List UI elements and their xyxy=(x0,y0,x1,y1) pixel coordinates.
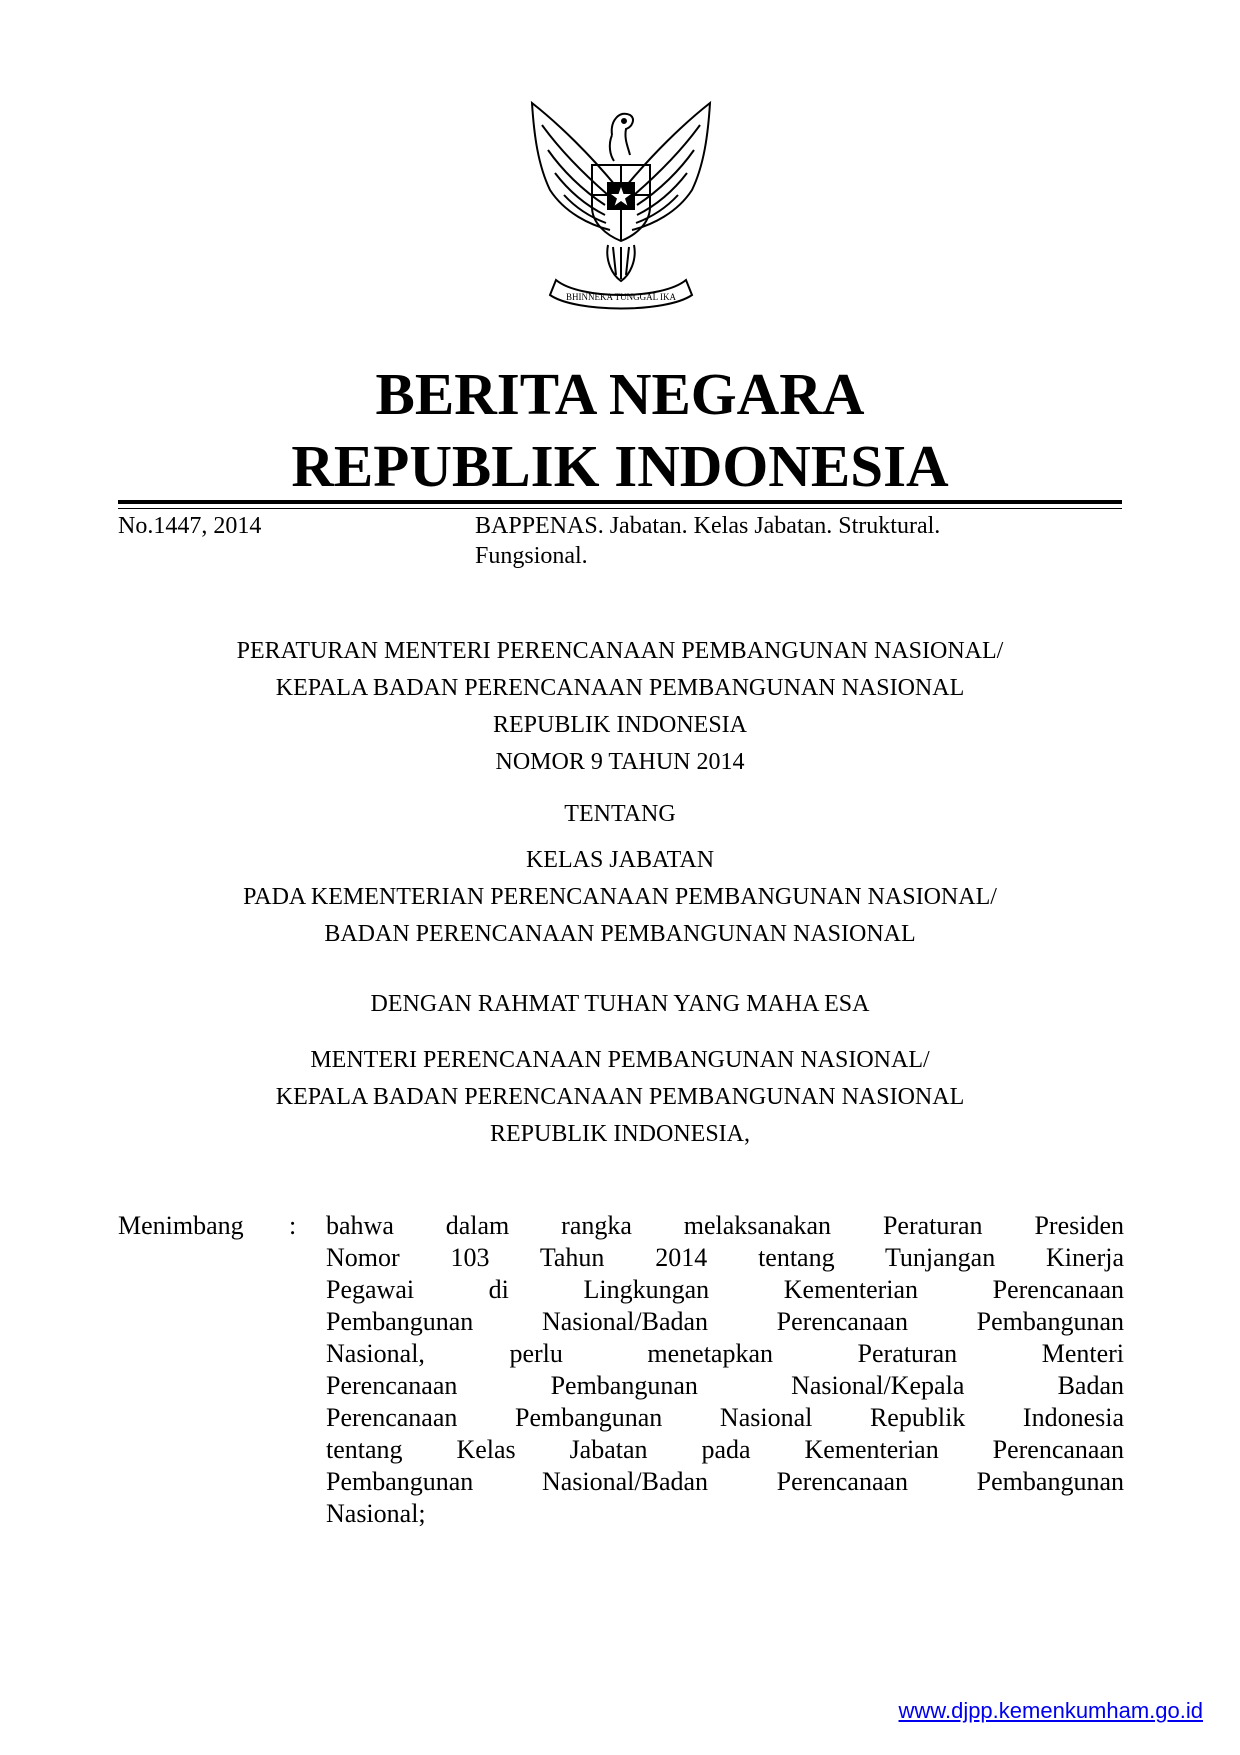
considering-line: Pembangunan Nasional/Badan Perencanaan Pembangunan xyxy=(326,1467,1124,1496)
considering-line: Pembangunan Nasional/Badan Perencanaan Pembangunan xyxy=(326,1307,1124,1336)
gazette-subject xyxy=(475,511,1125,571)
considering-line: Pegawai di Lingkungan Kementerian Perencanaan xyxy=(326,1275,1124,1304)
regulation-subject-line: BADAN PERENCANAAN PEMBANGUNAN NASIONAL xyxy=(324,921,916,947)
considering-line: Perencanaan Pembangunan Nasional Republik Indonesia xyxy=(326,1403,1124,1432)
gazette-subject-line: Fungsional. xyxy=(475,543,588,569)
considering-line: Nomor 103 Tahun 2014 tentang Tunjangan Kinerja xyxy=(326,1243,1124,1272)
considering-line: Perencanaan Pembangunan Nasional/Kepala Badan xyxy=(326,1371,1124,1400)
garuda-emblem-icon xyxy=(520,95,722,313)
regulation-about: TENTANG xyxy=(564,801,676,827)
considering-line: Nasional; xyxy=(326,1499,426,1528)
regulation-number: NOMOR 9 TAHUN 2014 xyxy=(495,749,745,775)
considering-colon: : xyxy=(289,1211,297,1240)
masthead-line-1: BERITA NEGARA xyxy=(375,361,865,427)
masthead-rule xyxy=(118,500,1122,504)
considering-line: tentang Kelas Jabatan pada Kementerian Perencanaan xyxy=(326,1435,1124,1464)
gazette-subject-line: BAPPENAS. Jabatan. Kelas Jabatan. Struktural. xyxy=(475,513,941,539)
regulation-title-line: REPUBLIK INDONESIA xyxy=(493,712,747,738)
emblem-motto: BHINNEKA TUNGGAL IKA xyxy=(566,292,676,302)
regulation-title-line: KEPALA BADAN PERENCANAAN PEMBANGUNAN NASIONAL xyxy=(275,675,965,701)
masthead-line-2: REPUBLIK INDONESIA xyxy=(291,433,949,499)
footer-website-link[interactable]: www.djpp.kemenkumham.go.id xyxy=(898,1698,1203,1723)
issuer-line: MENTERI PERENCANAAN PEMBANGUNAN NASIONAL/ xyxy=(310,1047,930,1073)
considering-line: bahwa dalam rangka melaksanakan Peraturan Presiden xyxy=(326,1211,1124,1240)
regulation-subject-line: KELAS JABATAN xyxy=(525,847,715,873)
masthead-rule-thin xyxy=(118,508,1122,509)
considering-text xyxy=(326,1210,1124,1530)
issuer-line: REPUBLIK INDONESIA, xyxy=(490,1121,750,1147)
issuer-line: KEPALA BADAN PERENCANAAN PEMBANGUNAN NASIONAL xyxy=(275,1084,965,1110)
considering-line: Nasional, perlu menetapkan Peraturan Menteri xyxy=(326,1339,1124,1368)
regulation-subject-line: PADA KEMENTERIAN PERENCANAAN PEMBANGUNAN NASIONAL/ xyxy=(243,884,997,910)
gazette-number: No.1447, 2014 xyxy=(118,513,262,539)
considering-label: Menimbang xyxy=(118,1211,244,1240)
regulation-title-line: PERATURAN MENTERI PERENCANAAN PEMBANGUNAN NASIONAL/ xyxy=(236,638,1004,664)
invocation: DENGAN RAHMAT TUHAN YANG MAHA ESA xyxy=(370,991,870,1017)
